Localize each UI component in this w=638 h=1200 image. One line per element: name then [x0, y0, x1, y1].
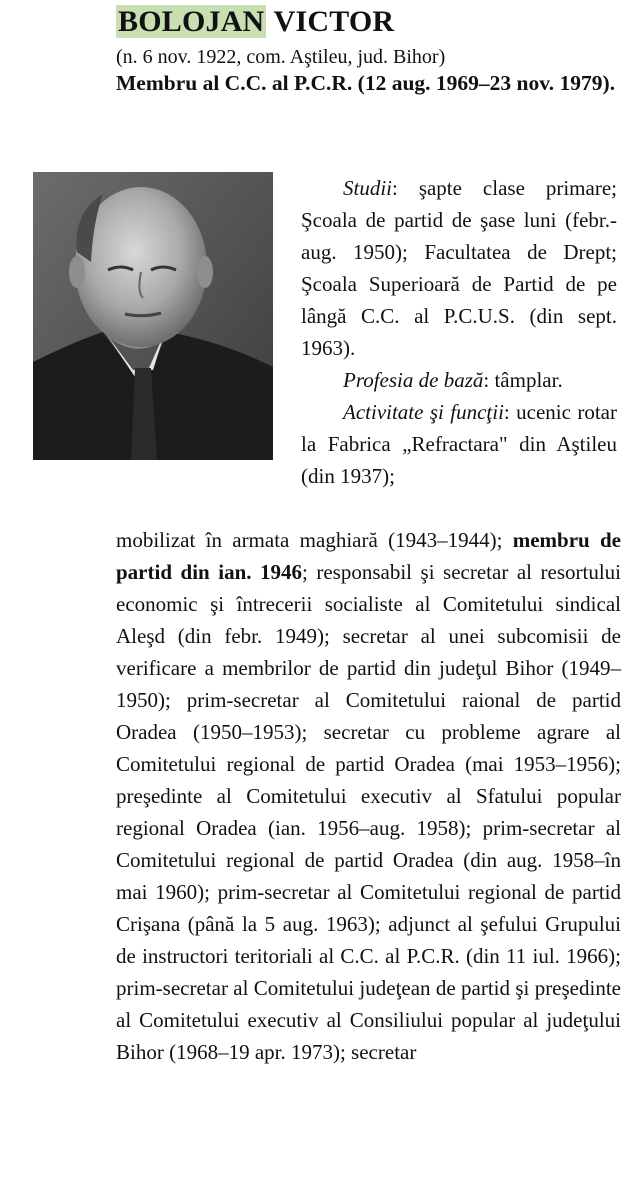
- given-name: VICTOR: [273, 5, 395, 38]
- studies-paragraph: [301, 172, 617, 364]
- activities-rest-text: ; responsabil şi secretar al resortului economic şi întrecerii socialiste al Comitetului sindical Aleşd (din febr. 1949); secretar al unei subcomisii de verificare a membrilor de partid din judeţul Bihor (1949–1950); prim-secretar al Comitetului raional de partid Oradea (1950–1953); secretar cu probleme agrare al Comitetului regional de partid Oradea (mai 1953–1956); preşedinte al Comitetului executiv al Sfatului popular regional Oradea (ian. 1956–aug. 1958); prim-secretar al Comitetului regional de partid Oradea (din aug. 1958–în mai 1960); prim-secretar al Comitetului regional de partid Crişana (până la 5 aug. 1963); adjunct al şefului Grupului de instructori teritoriali al C.C. al P.C.R. (din 11 iul. 1966); prim-secretar al Comitetului judeţean de partid şi preşedinte al Comitetului executiv al Consiliului popular al judeţului Bihor (1968–19 apr. 1973); secretar: [116, 560, 621, 1064]
- activities-continued-text: mobilizat în armata maghiară (1943–1944);: [116, 528, 503, 552]
- entry-header: [116, 4, 621, 96]
- entry-name: [116, 4, 621, 40]
- party-membership-bold: membru de partid din ian. 1946: [116, 528, 621, 584]
- portrait-illustration: [33, 172, 273, 460]
- portrait-photo: [33, 172, 273, 460]
- profession-text: : tâmplar.: [483, 368, 563, 392]
- activities-intro-text: : ucenic rotar la Fabrica „Refractara" din Aştileu (din 1937);: [301, 400, 617, 488]
- full-width-text: [116, 524, 621, 1068]
- surname-highlighted: BOLOJAN: [118, 5, 265, 38]
- birth-info: (n. 6 nov. 1922, com. Aştileu, jud. Bihor): [116, 46, 446, 68]
- profession-paragraph: [301, 364, 617, 396]
- membership-info: Membru al C.C. al P.C.R. (12 aug. 1969–23 nov. 1979).: [116, 71, 616, 95]
- right-column-text: [301, 172, 617, 492]
- profession-label: Profesia de bază: [343, 368, 484, 392]
- studies-text: : şapte clase primare; Şcoala de partid de şase luni (febr.-aug. 1950); Facultatea de Drept; Şcoala Superioară de Partid de pe lângă C.C. al P.C.U.S. (din sept. 1963).: [301, 176, 617, 360]
- activities-label: Activitate şi funcţii: [343, 400, 504, 424]
- studies-label: Studii: [343, 176, 393, 200]
- activities-paragraph-continued: [116, 524, 621, 1068]
- activities-paragraph-start: [301, 396, 617, 492]
